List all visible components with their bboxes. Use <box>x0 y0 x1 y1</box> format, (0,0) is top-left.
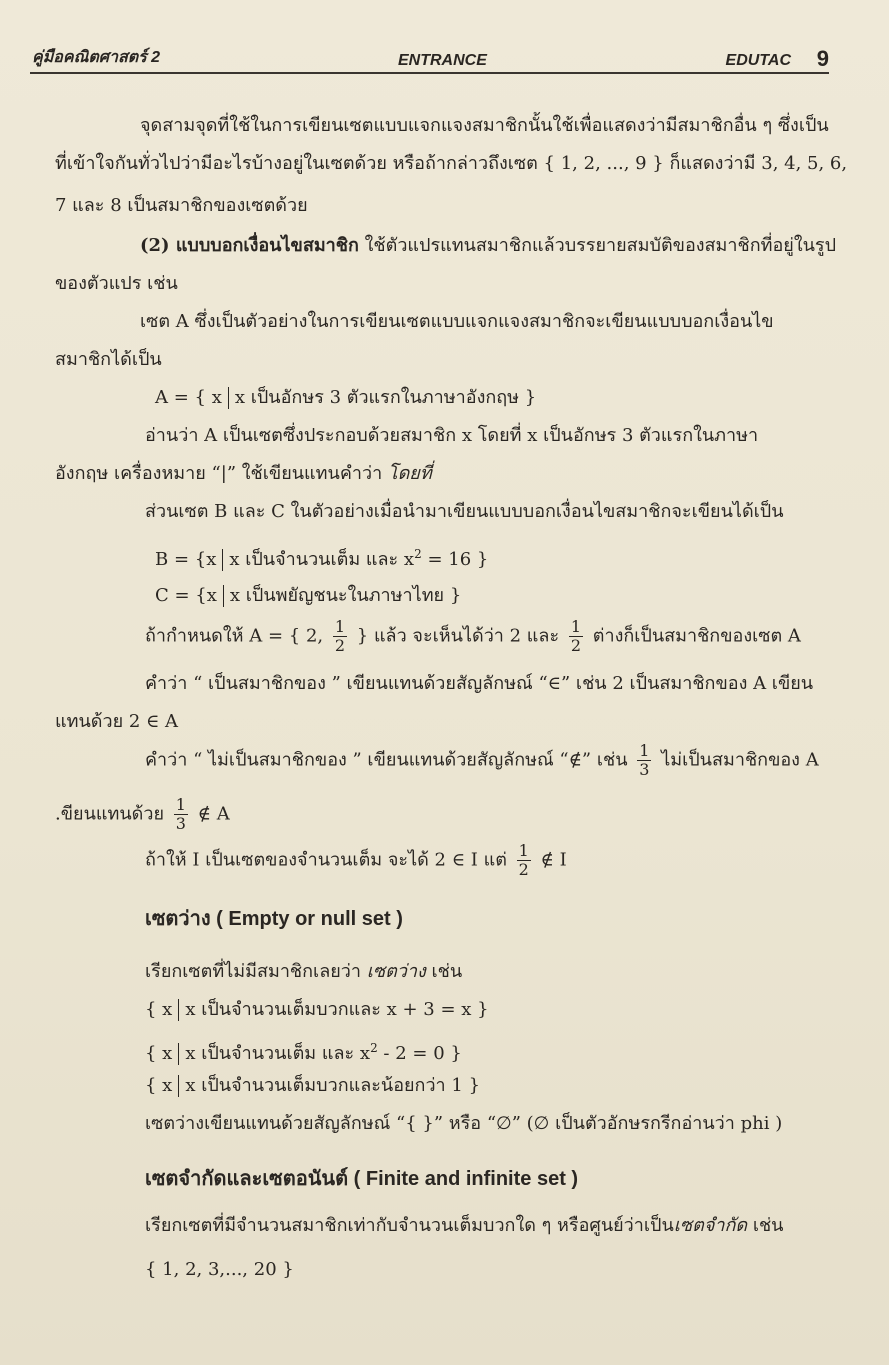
such-that-bar <box>178 1075 179 1097</box>
paragraph-line: (2) แบบบอกเงื่อนไขสมาชิก ใช้ตัวแปรแทนสมาชิกแล้วบรรยายสมบัติของสมาชิกที่อยู่ในรูป <box>140 235 837 256</box>
fraction-half: $\frac{1}{2}$ <box>570 617 582 655</box>
paragraph-line: เซต A ซึ่งเป็นตัวอย่างในการเขียนเซตแบบแจกแจงสมาชิกจะเขียนแบบบอกเงื่อนไข <box>140 311 774 332</box>
paragraph-line: ส่วนเซต B และ C ในตัวอย่างเมื่อนำมาเขียนแบบบอกเงื่อนไขสมาชิกจะเขียนได้เป็น <box>145 501 784 522</box>
set-builder-c: C = {x x เป็นพยัญชนะในภาษาไทย } <box>155 585 462 606</box>
method-heading: (2) แบบบอกเงื่อนไขสมาชิก <box>140 235 359 256</box>
paragraph-line: คำว่า “ เป็นสมาชิกของ ” เขียนแทนด้วยสัญลักษณ์ “∈” เช่น 2 เป็นสมาชิกของ A เขียน <box>145 673 814 694</box>
section-heading-empty-set: เซตว่าง ( Empty or null set ) <box>145 906 403 930</box>
section-heading-finite-set: เซตจำกัดและเซตอนันต์ ( Finite and infinite set ) <box>145 1166 579 1190</box>
such-that-bar <box>178 1043 179 1065</box>
fraction-third: $\frac{1}{3}$ <box>175 795 186 833</box>
set-builder-a: A = { x x เป็นอักษร 3 ตัวแรกในภาษาอังกฤษ } <box>155 387 537 408</box>
header-publisher: EDUTAC <box>725 52 791 69</box>
paragraph-line: เรียกเซตที่ไม่มีสมาชิกเลยว่า เซตว่าง เช่น <box>145 961 463 982</box>
paragraph-line: สมาชิกได้เป็น <box>55 349 162 370</box>
paragraph-line: เซตว่างเขียนแทนด้วยสัญลักษณ์ “{ }” หรือ “∅” (∅ เป็นตัวอักษรกรีกอ่านว่า phi ) <box>145 1113 783 1134</box>
header-section: ENTRANCE <box>398 52 487 69</box>
paragraph-line: เรียกเซตที่มีจำนวนสมาชิกเท่ากับจำนวนเต็มบวกใด ๆ หรือศูนย์ว่าเป็นเซตจำกัด เช่น <box>145 1215 784 1236</box>
paragraph-line: อ่านว่า A เป็นเซตซึ่งประกอบด้วยสมาชิก x โดยที่ x เป็นอักษร 3 ตัวแรกในภาษา <box>145 425 759 446</box>
empty-set-example: { x x เป็นจำนวนเต็มบวกและน้อยกว่า 1 } <box>145 1075 481 1096</box>
header-book-title: คู่มือคณิตศาสตร์ 2 <box>32 49 161 66</box>
fraction-third: $\frac{1}{3}$ <box>639 741 650 779</box>
such-that-bar <box>228 387 229 409</box>
page-header <box>30 40 829 74</box>
set-builder-b: B = {x x เป็นจำนวนเต็ม และ $x^2 = 16$ } <box>155 547 489 570</box>
such-that-bar <box>223 585 224 607</box>
paragraph-line: ของตัวแปร เช่น <box>55 273 178 294</box>
such-that-bar <box>222 549 223 571</box>
paragraph-line: จุดสามจุดที่ใช้ในการเขียนเซตแบบแจกแจงสมาชิกนั้นใช้เพื่อแสดงว่ามีสมาชิกอื่น ๆ ซึ่งเป็น <box>140 115 829 136</box>
paragraph-line: .ขียนแทนด้วย $\frac{1}{3}$ ∉ A <box>55 795 230 833</box>
empty-set-example: { x x เป็นจำนวนเต็มบวกและ x + 3 = x } <box>145 999 489 1020</box>
page-number: 9 <box>816 46 829 71</box>
paragraph-line: ที่เข้าใจกันทั่วไปว่ามีอะไรบ้างอยู่ในเซตด้วย หรือถ้ากล่าวถึงเซต { 1, 2, ..., 9 } ก็แสดงว่ามี 3, 4, 5, 6, <box>55 153 848 174</box>
paragraph-line: 7 และ 8 เป็นสมาชิกของเซตด้วย <box>55 195 308 216</box>
fraction-half: $\frac{1}{2}$ <box>334 617 346 655</box>
finite-set-example: { 1, 2, 3,..., 20 } <box>145 1259 294 1280</box>
empty-set-example: { x x เป็นจำนวนเต็ม และ $x^2 - 2 = 0$ } <box>145 1041 462 1064</box>
paragraph-line: อังกฤษ เครื่องหมาย “|” ใช้เขียนแทนคำว่า โดยที่ <box>55 463 432 484</box>
fraction-half: $\frac{1}{2}$ <box>518 841 529 879</box>
such-that-bar <box>178 999 179 1021</box>
paragraph-line: คำว่า “ ไม่เป็นสมาชิกของ ” เขียนแทนด้วยสัญลักษณ์ “∉” เช่น $\frac{1}{3}$ ไม่เป็นสมาชิกของ A <box>145 741 819 779</box>
paragraph-line: ถ้าให้ I เป็นเซตของจำนวนเต็ม จะได้ 2 ∈ I แต่ $\frac{1}{2}$ ∉ I <box>145 841 567 879</box>
paragraph-line: ถ้ากำหนดให้ A = { 2, $\frac{1}{2}$ } แล้ว จะเห็นได้ว่า 2 และ $\frac{1}{2}$ ต่างก็เป็นสมาชิกของเซต A <box>145 617 801 655</box>
paragraph-line: แทนด้วย 2 ∈ A <box>55 711 179 732</box>
